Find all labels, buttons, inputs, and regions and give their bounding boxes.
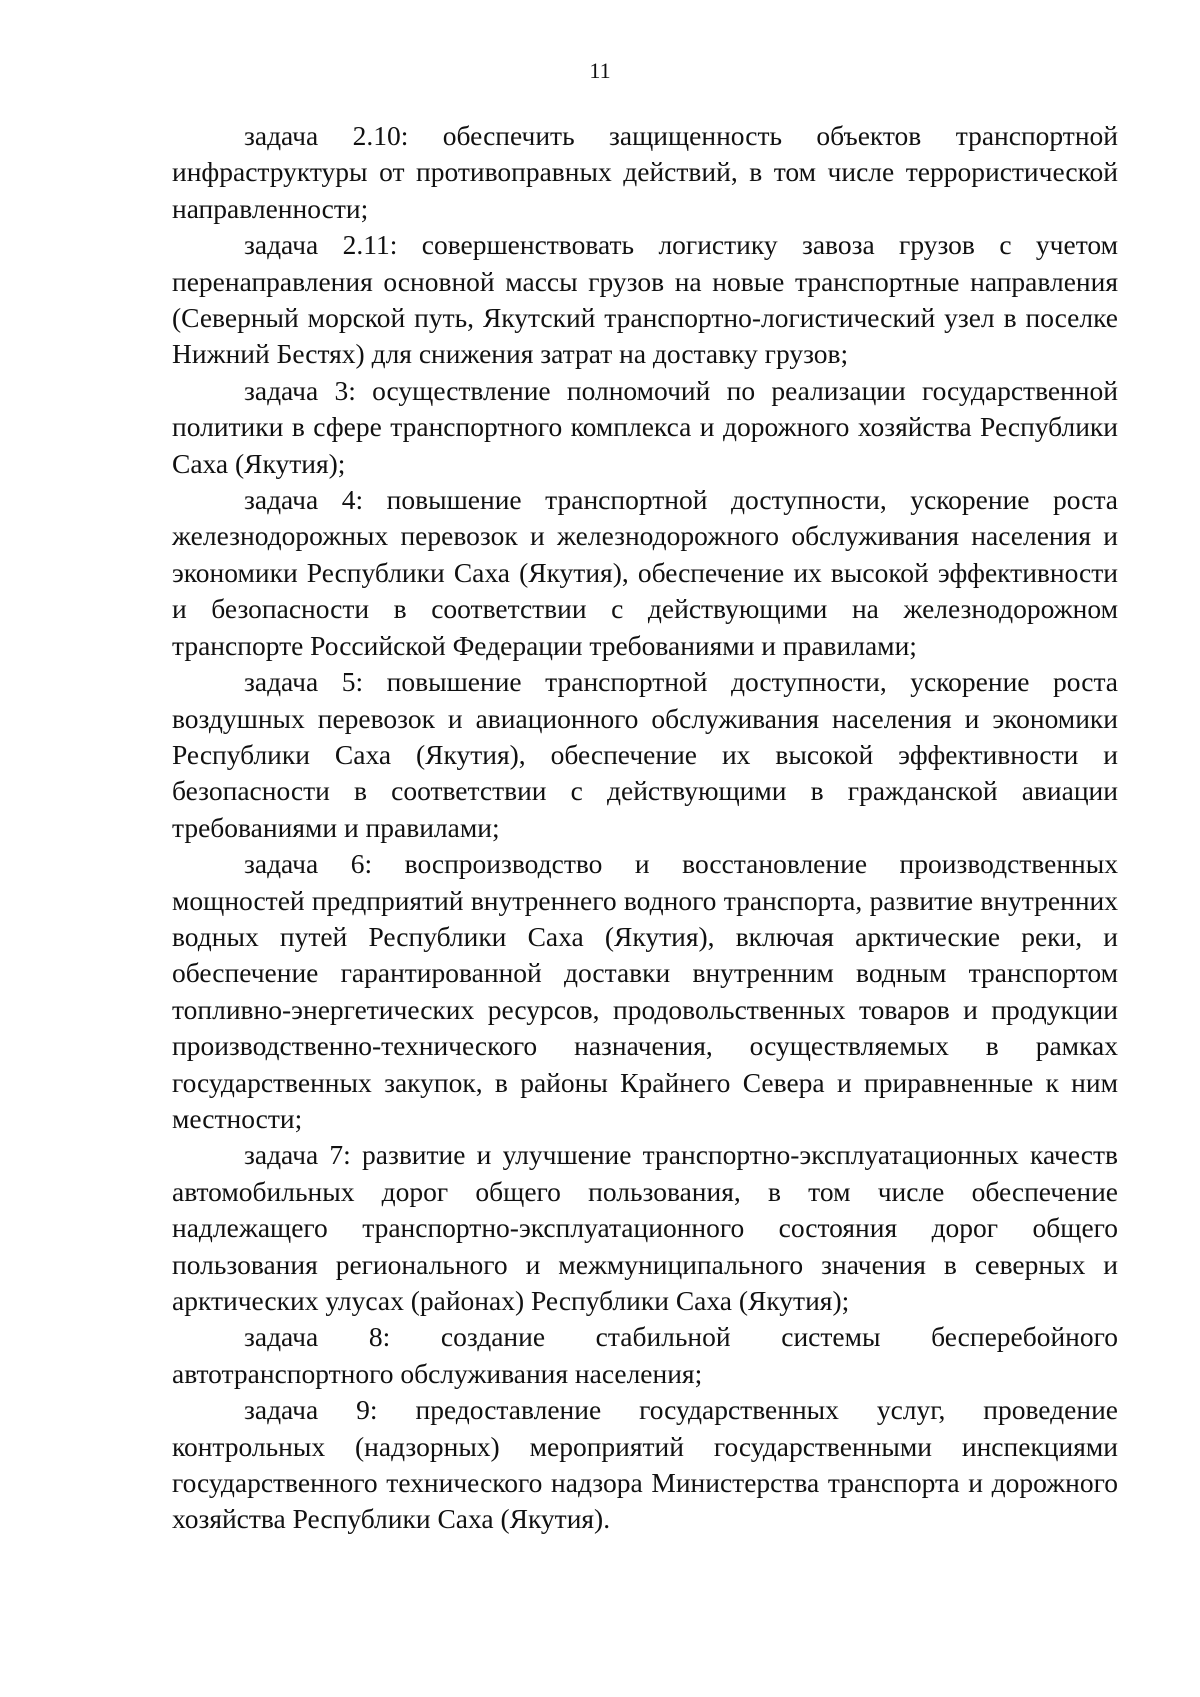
paragraph-task-2-11: задача 2.11: совершенствовать логистику завоза грузов с учетом перенаправления основной массы грузов на новые транспортные направления (Северный морской путь, Якутский транспортно-логистический узел в поселке Нижний Бестях) для снижения затрат на доставку грузов; xyxy=(172,229,1118,370)
document-body xyxy=(172,118,1118,1538)
paragraph-task-5: задача 5: повышение транспортной доступности, ускорение роста воздушных перевозок и авиационного обслуживания населения и экономики Республики Саха (Якутия), обеспечение их высокой эффективности и безопасности в соответствии с действующими в гражданской авиации требованиями и правилами; xyxy=(172,666,1118,843)
paragraph-task-7: задача 7: развитие и улучшение транспортно-эксплуатационных качеств автомобильных дорог общего пользования, в том числе обеспечение надлежащего транспортно-эксплуатационного состояния дорог общего пользования регионального и межмуниципального значения в северных и арктических улусах (районах) Республики Саха (Якутия); xyxy=(172,1139,1118,1316)
paragraph-task-3: задача 3: осуществление полномочий по реализации государственной политики в сфере транспортного комплекса и дорожного хозяйства Республики Саха (Якутия); xyxy=(172,374,1118,479)
paragraph-task-6: задача 6: воспроизводство и восстановление производственных мощностей предприятий внутреннего водного транспорта, развитие внутренних водных путей Республики Саха (Якутия), включая арктические реки, и обеспечение гарантированной доставки внутренним водным транспортом топливно-энергетических ресурсов, продовольственных товаров и продукции производственно-технического назначения, осуществляемых в рамках государственных закупок, в районы Крайнего Севера и приравненные к ним местности; xyxy=(172,848,1118,1134)
page-number: 11 xyxy=(589,58,611,83)
paragraph-task-9: задача 9: предоставление государственных услуг, проведение контрольных (надзорных) мероприятий государственными инспекциями государственного технического надзора Министерства транспорта и дорожного хозяйства Республики Саха (Якутия). xyxy=(172,1394,1118,1535)
paragraph-task-8: задача 8: создание стабильной системы бесперебойного автотранспортного обслуживания населения; xyxy=(172,1321,1118,1389)
paragraph-task-4: задача 4: повышение транспортной доступности, ускорение роста железнодорожных перевозок и железнодорожного обслуживания населения и экономики Республики Саха (Якутия), обеспечение их высокой эффективности и безопасности в соответствии с действующими на железнодорожном транспорте Российской Федерации требованиями и правилами; xyxy=(172,484,1118,661)
paragraph-task-2-10: задача 2.10: обеспечить защищенность объектов транспортной инфраструктуры от противоправных действий, в том числе террористической направленности; xyxy=(172,120,1118,224)
